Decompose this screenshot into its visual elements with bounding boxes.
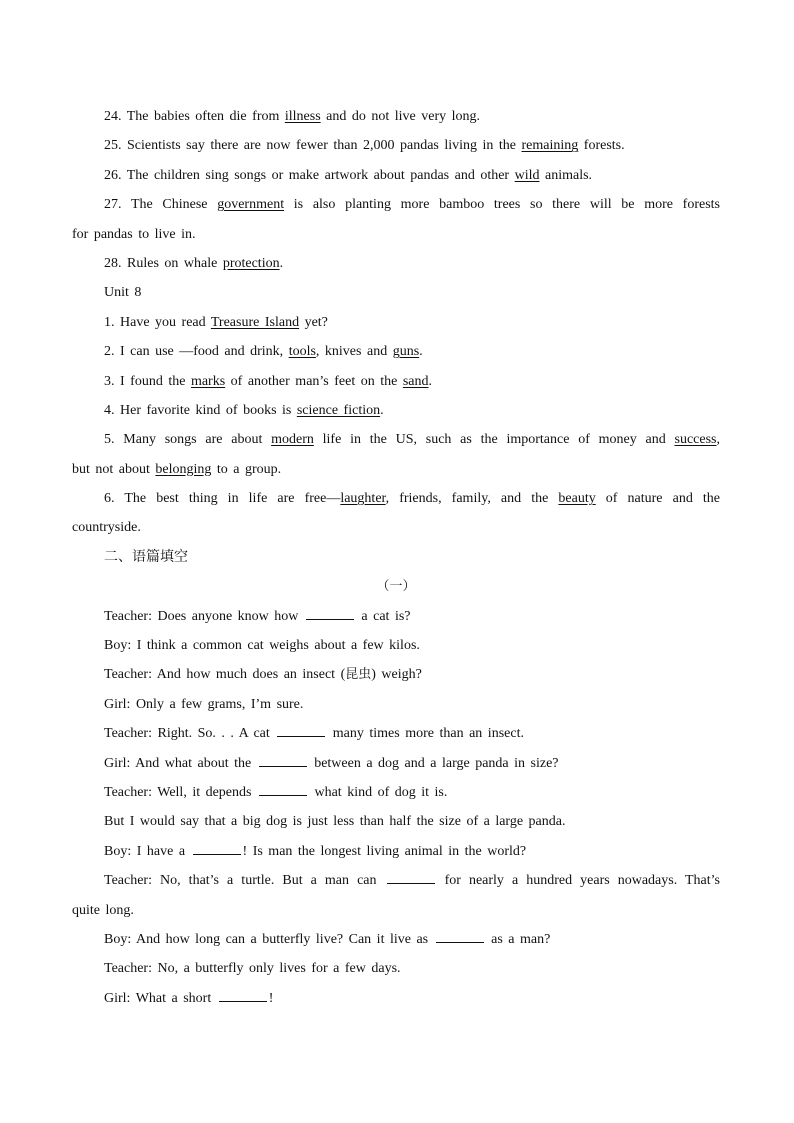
dialogue-text: Teacher: Does anyone know how <box>104 608 304 624</box>
sentence-text: The babies often die from <box>126 109 285 124</box>
answer-blank[interactable] <box>259 754 307 767</box>
dialogue-line <box>72 866 720 895</box>
dialogue-text: between a dog and a large panda in size? <box>308 755 559 771</box>
sentence-text: . <box>380 402 384 418</box>
dialogue-text: Teacher: Well, it depends <box>104 784 257 800</box>
sentence-27 <box>72 190 720 219</box>
chinese-gloss: 昆虫 <box>345 667 372 683</box>
unit8-item-5-cont <box>72 455 720 484</box>
answer-blank[interactable] <box>219 989 267 1002</box>
answer-word: belonging <box>155 461 212 477</box>
dialogue-text: as a man? <box>485 931 551 947</box>
answer-word: science fiction <box>296 402 381 418</box>
answer-word: modern <box>271 432 314 448</box>
dialogue-line: Boy: I think a common cat weighs about a few kilos. <box>104 638 420 654</box>
sentence-text: . <box>428 373 432 389</box>
sentence-text: Scientists say there are now fewer than 2,000 pandas living in the <box>127 138 522 154</box>
answer-blank[interactable] <box>436 930 484 943</box>
dialogue-line <box>72 925 720 954</box>
answer-blank[interactable] <box>306 607 354 620</box>
answer-blank[interactable] <box>387 871 435 884</box>
answer-word: laughter <box>340 491 386 507</box>
sentence-26 <box>72 161 720 190</box>
sentence-text: life in the US, such as the importance of money and <box>313 432 675 448</box>
dialogue-line <box>72 837 720 866</box>
dialogue-line: Teacher: No, a butterfly only lives for a few days. <box>104 961 401 977</box>
sentence-text: to a group. <box>211 461 282 477</box>
sentence-text: The children sing songs or make artwork about pandas and other <box>126 167 515 183</box>
answer-blank[interactable] <box>193 842 241 855</box>
answer-word: beauty <box>558 491 596 507</box>
answer-word: tools <box>288 344 316 360</box>
unit-heading: Unit 8 <box>104 285 142 301</box>
dialogue-text: ! Is man the longest living animal in the world? <box>242 843 527 859</box>
unit8-item-5 <box>72 425 720 454</box>
answer-word: wild <box>514 167 540 183</box>
dialogue-line <box>72 749 720 778</box>
dialogue-text: Girl: What a short <box>104 990 217 1006</box>
dialogue-line: Girl: Only a few grams, I’m sure. <box>104 696 304 712</box>
sentence-text: is also planting more bamboo trees so there will be more forests <box>284 197 720 213</box>
unit8-item-4 <box>72 396 720 425</box>
dialogue-line <box>72 660 720 689</box>
dialogue-line <box>72 719 720 748</box>
sentence-text: Rules on whale <box>127 255 223 271</box>
sentence-text: Have you read <box>120 314 211 330</box>
dialogue-text: Teacher: And how much does an insect ( <box>104 667 346 683</box>
dialogue-text: Teacher: No, that’s a turtle. But a man can <box>104 873 385 889</box>
answer-word: protection <box>222 255 280 271</box>
answer-word: illness <box>284 109 321 124</box>
sentence-24 <box>72 102 720 131</box>
item-number: 3. <box>104 373 115 389</box>
dialogue-text: many times more than an insect. <box>327 726 524 742</box>
sentence-text: animals. <box>539 167 593 183</box>
item-number: 2. <box>104 344 115 360</box>
item-number: 1. <box>104 314 115 330</box>
dialogue-text: Girl: And what about the <box>104 755 257 771</box>
sentence-text: The best thing in life are free— <box>124 491 341 507</box>
sentence-text: , knives and <box>315 344 393 360</box>
answer-word: sand <box>402 373 429 389</box>
item-number: 25. <box>104 138 122 154</box>
unit8-item-2 <box>72 337 720 366</box>
sentence-text: The Chinese <box>130 197 218 213</box>
sentence-text: of nature and the <box>595 491 721 507</box>
answer-word: Treasure Island <box>210 314 300 330</box>
sentence-text: but not about <box>72 461 156 477</box>
unit8-item-6 <box>72 484 720 513</box>
sentence-27-cont <box>72 220 720 249</box>
sentence-text: , <box>716 432 720 448</box>
document-page <box>72 102 720 1013</box>
dialogue-text: ) weigh? <box>371 667 422 683</box>
dialogue-text: for nearly a hundred years nowadays. That’s <box>436 873 720 889</box>
dialogue-text: Teacher: Right. So. . . A cat <box>104 726 276 742</box>
item-number: 4. <box>104 402 115 418</box>
item-number: 6. <box>104 491 115 507</box>
unit8-item-6-cont <box>72 513 720 542</box>
dialogue-text: what kind of dog it is. <box>308 784 448 800</box>
dialogue-line: But I would say that a big dog is just less than half the size of a large panda. <box>104 814 566 830</box>
sentence-text: , friends, family, and the <box>385 491 559 507</box>
passage-label: （一） <box>376 579 416 595</box>
sentence-text: I can use —food and drink, <box>120 344 289 360</box>
sentence-text: Many songs are about <box>123 432 272 448</box>
sentence-text: I found the <box>120 373 191 389</box>
sentence-text: . <box>419 344 423 360</box>
dialogue-text: ! <box>268 990 274 1006</box>
sentence-text: . <box>279 255 284 271</box>
sentence-text: and do not live very long. <box>320 109 481 124</box>
section-title: 二、语篇填空 <box>104 548 188 565</box>
sentence-25 <box>72 131 720 160</box>
dialogue-text: Boy: And how long can a butterfly live? Can it live as <box>104 931 434 947</box>
sentence-text: Her favorite kind of books is <box>120 402 297 418</box>
sentence-text: of another man’s feet on the <box>225 373 403 389</box>
item-number: 5. <box>104 432 115 448</box>
unit8-item-3 <box>72 367 720 396</box>
answer-blank[interactable] <box>259 783 307 796</box>
sentence-28 <box>72 249 720 278</box>
item-number: 27. <box>104 197 122 213</box>
sentence-text: for pandas to live in. <box>72 226 196 242</box>
answer-word: marks <box>190 373 226 389</box>
answer-word: guns <box>392 344 420 360</box>
dialogue-text: Boy: I have a <box>104 843 191 859</box>
dialogue-line <box>72 984 720 1013</box>
answer-word: government <box>217 197 285 213</box>
dialogue-text: a cat is? <box>355 608 411 624</box>
sentence-text: forests. <box>578 138 625 154</box>
answer-word: success <box>674 432 717 448</box>
dialogue-line <box>72 602 720 631</box>
item-number: 24. <box>104 109 122 124</box>
sentence-text: countryside. <box>72 520 141 536</box>
answer-blank[interactable] <box>277 724 325 737</box>
sentence-text: yet? <box>299 314 328 330</box>
item-number: 28. <box>104 255 122 271</box>
item-number: 26. <box>104 167 122 183</box>
unit8-item-1 <box>72 308 720 337</box>
dialogue-line-cont: quite long. <box>72 902 134 918</box>
answer-word: remaining <box>521 138 579 154</box>
dialogue-line <box>72 778 720 807</box>
